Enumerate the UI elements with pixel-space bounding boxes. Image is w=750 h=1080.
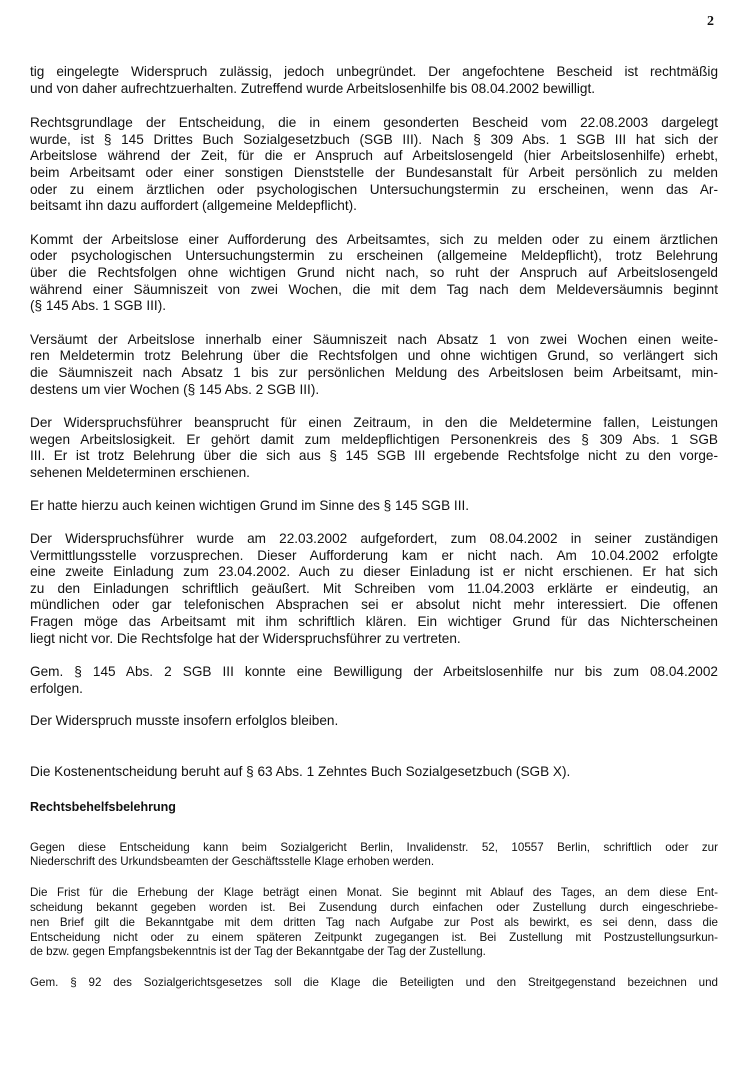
page-number: 2 bbox=[707, 14, 714, 29]
text-line: oder zu einem ärztlichen oder psychologischen Untersuchungstermin zu erscheinen, wenn das Ar- bbox=[30, 181, 718, 197]
text-line: oder psychologischen Untersuchungstermin zu erscheinen (allgemeine Meldepflicht), trotz Belehrung bbox=[30, 248, 718, 264]
text-line: Der Widerspruchsführer wurde am 22.03.2002 aufgefordert, zum 08.04.2002 in seiner zuständigen bbox=[30, 531, 718, 547]
text-line: Vermittlungsstelle vorzusprechen. Dieser Aufforderung kam er nicht nach. Am 10.04.2002 erfolgte bbox=[30, 547, 718, 563]
letter-body bbox=[30, 64, 718, 991]
text-line: destens um vier Wochen (§ 145 Abs. 2 SGB III). bbox=[30, 381, 320, 397]
text-line: Der Widerspruchsführer beansprucht für einen Zeitraum, in den die Meldetermine fallen, Leistungen bbox=[30, 415, 718, 431]
text-line: ren Meldetermin trotz Belehrung über die Rechtsfolgen und ohne wichtigen Grund, so verlängert sich bbox=[30, 348, 718, 364]
text-line: scheidung bekannt gegeben worden ist. Bei Zusendung durch einfachen oder Zustellung durch eingeschriebe- bbox=[30, 900, 718, 914]
text-line: erfolgen. bbox=[30, 680, 83, 696]
text-line: Gem. § 92 des Sozialgerichtsgesetzes soll die Klage die Beteiligten und den Streitgegenstand bezeichnen und bbox=[30, 976, 718, 990]
text-line: Er hatte hierzu auch keinen wichtigen Grund im Sinne des § 145 SGB III. bbox=[30, 498, 470, 514]
text-line: Niederschrift des Urkundsbeamten der Geschäftsstelle Klage erhoben werden. bbox=[30, 855, 435, 869]
text-line: eine zweite Einladung zum 23.04.2002. Auch zu dieser Einladung ist er nicht erschienen. Er hat sich bbox=[30, 564, 718, 580]
text-line: Kommt der Arbeitslose einer Aufforderung des Arbeitsamtes, sich zu melden oder zu einem ärztlichen bbox=[30, 231, 718, 247]
text-line: während einer Säumniszeit von zwei Wochen, die mit dem Tag nach dem Meldeversäumnis beginnt bbox=[30, 281, 718, 297]
paragraph-erfolglos bbox=[30, 713, 718, 730]
text-line: zu den Einladungen schriftlich geäußert. Mit Schreiben vom 11.04.2003 erklärte er eindeutig, an bbox=[30, 580, 718, 596]
paragraph-widerspruchsfuehrer bbox=[30, 415, 718, 481]
paragraph-kosten bbox=[30, 764, 718, 781]
text-line: beitsamt ihn dazu auffordert (allgemeine Meldepflicht). bbox=[30, 198, 357, 214]
text-line: Versäumt der Arbeitslose innerhalb einer Säumniszeit nach Absatz 1 von zwei Wochen einen weite- bbox=[30, 331, 718, 347]
text-line: III. Er ist trotz Belehrung über die sich aus § 145 SGB III ergebende Rechtsfolge nicht zu den vorge- bbox=[30, 448, 718, 464]
text-line: tig eingelegte Widerspruch zulässig, jedoch unbegründet. Der angefochtene Bescheid ist rechtmäßig bbox=[30, 64, 718, 79]
text-line: über die Rechtsfolgen ohne wichtigen Grund nicht nach, so ruht der Anspruch auf Arbeitslosengeld bbox=[30, 264, 718, 280]
text-line: mündlichen oder gar telefonischen Absprachen sei er absolut nicht mehr interessiert. Die offenen bbox=[30, 597, 718, 613]
paragraph-sgg-92 bbox=[30, 976, 718, 991]
text-line: liegt nicht vor. Die Rechtsfolge hat der Widerspruchsführer zu vertreten. bbox=[30, 630, 461, 646]
text-line: wegen Arbeitslosigkeit. Er gehört damit zum meldepflichtigen Personenkreis des § 309 Abs. 1 SGB bbox=[30, 431, 718, 447]
paragraph-legal-basis bbox=[30, 115, 718, 215]
paragraph-frist bbox=[30, 886, 718, 960]
text-line: Die Frist für die Erhebung der Klage beträgt einen Monat. Sie beginnt mit Ablauf des Tages, an dem diese Ent- bbox=[30, 886, 718, 900]
text-line: und von daher aufrechtzuerhalten. Zutreffend wurde Arbeitslosenhilfe bis 08.04.2002 bewilligt. bbox=[30, 80, 596, 96]
paragraph-einladungen bbox=[30, 531, 718, 647]
text-line: Gem. § 145 Abs. 2 SGB III konnte eine Bewilligung der Arbeitslosenhilfe nur bis zum 08.04.2002 bbox=[30, 664, 718, 680]
text-line: beim Arbeitsamt oder einer sonstigen Dienststelle der Bundesanstalt für Arbeit persönlich zu melden bbox=[30, 164, 718, 180]
text-line: Der Widerspruch musste insofern erfolglos bleiben. bbox=[30, 713, 339, 729]
text-line: (§ 145 Abs. 1 SGB III). bbox=[30, 298, 167, 314]
text-line: Entscheidung nicht oder zu einem späteren Zeitpunkt zugegangen ist. Bei Zustellung mit Postzustellungsurkun- bbox=[30, 930, 718, 944]
text-line: die Säumniszeit nach Absatz 1 bis zur persönlichen Meldung des Arbeitslosen beim Arbeitsamt, min- bbox=[30, 364, 718, 380]
text-line: Gegen diese Entscheidung kann beim Sozialgericht Berlin, Invalidenstr. 52, 10557 Berlin, schriftlich oder zur bbox=[30, 840, 718, 854]
text-line: Die Kostenentscheidung beruht auf § 63 Abs. 1 Zehntes Buch Sozialgesetzbuch (SGB X). bbox=[30, 764, 571, 779]
paragraph-kein-grund bbox=[30, 498, 718, 515]
paragraph-meldepflicht bbox=[30, 232, 718, 315]
text-line: Arbeitslose während der Zeit, für die er Anspruch auf Arbeitslosengeld (hier Arbeitslosenhilfe) erhebt, bbox=[30, 148, 718, 164]
text-line: Rechtsgrundlage der Entscheidung, die in einem gesonderten Bescheid vom 22.08.2003 dargelegt bbox=[30, 115, 718, 131]
text-line: wurde, ist § 145 Drittes Buch Sozialgesetzbuch (SGB III). Nach § 309 Abs. 1 SGB III hat sich der bbox=[30, 131, 718, 147]
paragraph-ruling bbox=[30, 64, 718, 97]
text-line: de bzw. gegen Empfangsbekenntnis ist der Tag der Bekanntgabe der Tag der Zustellung. bbox=[30, 945, 486, 959]
section-heading-rechtsbehelfsbelehrung: Rechtsbehelfsbelehrung bbox=[30, 799, 176, 814]
text-line: Fragen möge das Arbeitsamt mit ihm schriftlich klären. Ein wichtiger Grund für das Nichterscheinen bbox=[30, 614, 718, 630]
paragraph-klage bbox=[30, 841, 718, 871]
paragraph-saeumniszeit bbox=[30, 332, 718, 398]
text-line: sehenen Meldeterminen erschienen. bbox=[30, 464, 250, 480]
paragraph-bewilligung bbox=[30, 664, 718, 697]
text-line: nen Brief gilt die Bekanntgabe mit dem dritten Tag nach Aufgabe zur Post als bewirkt, es sei denn, dass die bbox=[30, 915, 718, 929]
